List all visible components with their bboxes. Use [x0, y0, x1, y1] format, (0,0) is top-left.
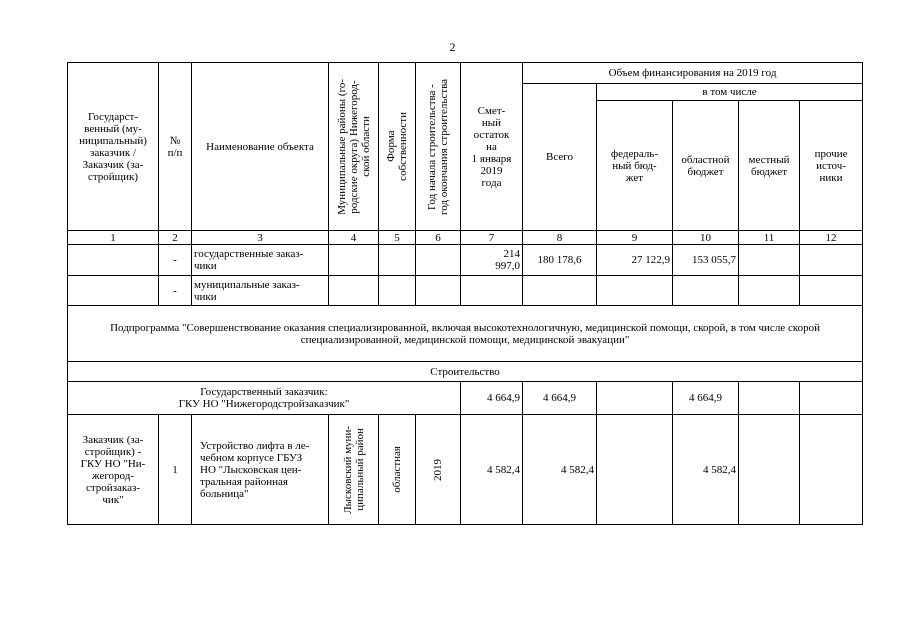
state-customers-total: 180 178,6: [523, 245, 597, 276]
municipal-customers-label: муниципальные заказ- чики: [192, 276, 329, 306]
header-object-name: Наименование объекта: [192, 63, 329, 231]
column-number: 10: [673, 231, 739, 245]
column-number: 11: [739, 231, 800, 245]
column-number: 7: [461, 231, 523, 245]
project-year: 2019: [432, 458, 444, 481]
dash-cell: -: [159, 245, 192, 276]
state-customer-label: Государственный заказчик: ГКУ НО "Нижегородстройзаказчик": [68, 382, 461, 415]
state-customer-total: 4 664,9: [523, 382, 597, 415]
project-number: 1: [159, 415, 192, 525]
header-number: № п/п: [159, 63, 192, 231]
section-title: Строительство: [68, 362, 863, 382]
project-district: Лысковский муни- ципальный район: [341, 425, 366, 514]
header-total: Всего: [523, 84, 597, 231]
column-number: 9: [597, 231, 673, 245]
header-including: в том числе: [597, 84, 863, 101]
state-customers-estimate: 214 997,0: [461, 245, 523, 276]
project-name: Устройство лифта в ле- чебном корпусе ГБУЗ НО "Лысковская цен- тральная районная больница": [192, 415, 329, 525]
column-number: 3: [192, 231, 329, 245]
project-estimate: 4 582,4: [461, 415, 523, 525]
header-estimate-balance: Смет- ный остаток на 1 января 2019 года: [461, 63, 523, 231]
state-customers-federal: 27 122,9: [597, 245, 673, 276]
project-ownership: областная: [391, 446, 403, 493]
table-row: [68, 276, 863, 306]
state-customer-estimate: 4 664,9: [461, 382, 523, 415]
project-total: 4 582,4: [523, 415, 597, 525]
subprogram-title: Подпрограмма "Совершенствование оказания специализированной, включая высокотехнологичную, медицинской помощи, скорой, в том числе скорой специализированной, медицинской помощи, медицинской эвакуации": [68, 306, 863, 362]
state-customers-regional: 153 055,7: [673, 245, 739, 276]
state-customers-label: государственные заказ- чики: [192, 245, 329, 276]
project-regional: 4 582,4: [673, 415, 739, 525]
state-customer-regional: 4 664,9: [673, 382, 739, 415]
table-row: [68, 415, 863, 525]
header-other: прочие источ- ники: [800, 101, 863, 231]
header-customer: Государст- венный (му- ниципальный) заказчик / Заказчик (за- стройщик): [68, 63, 159, 231]
header-financing-volume: Объем финансирования на 2019 год: [523, 63, 863, 84]
header-federal: федераль- ный бюд- жет: [597, 101, 673, 231]
column-number: 6: [416, 231, 461, 245]
table-row: [68, 245, 863, 276]
column-number: 12: [800, 231, 863, 245]
header-local: местный бюджет: [739, 101, 800, 231]
page-number: 2: [449, 40, 456, 54]
column-number: 1: [68, 231, 159, 245]
column-number: 4: [329, 231, 379, 245]
table-row: [68, 382, 863, 415]
column-number: 2: [159, 231, 192, 245]
column-numbers-row: [68, 231, 863, 245]
header-districts: Муниципальные районы (го- родские округа) Нижегород- ской области: [335, 78, 372, 215]
financing-table: [67, 62, 863, 525]
dash-cell: -: [159, 276, 192, 306]
column-number: 8: [523, 231, 597, 245]
header-regional: областной бюджет: [673, 101, 739, 231]
header-ownership: Форма собственности: [385, 112, 409, 181]
header-years: Год начала строительства - год окончания строительства: [426, 78, 450, 215]
column-number: 5: [379, 231, 416, 245]
project-customer: Заказчик (за- стройщик) - ГКУ НО "Ни- жегород- стройзаказ- чик": [68, 415, 159, 525]
